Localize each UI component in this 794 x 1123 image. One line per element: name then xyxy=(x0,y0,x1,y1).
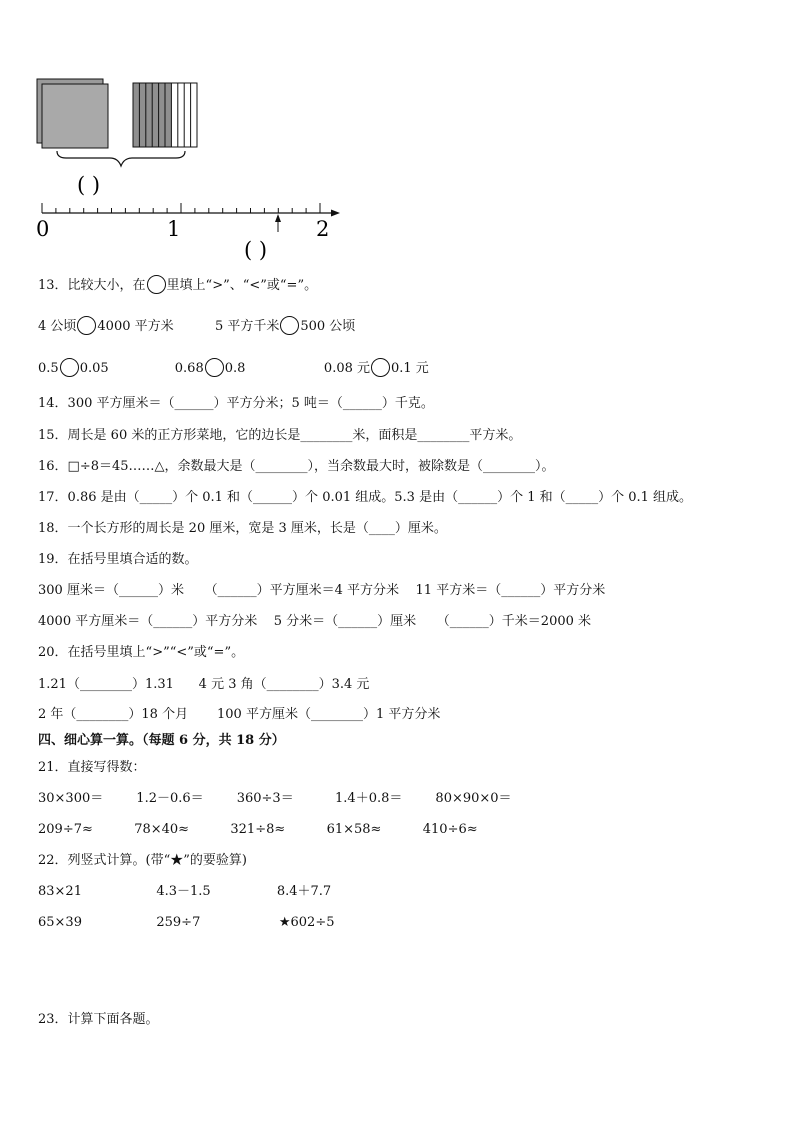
q21-row2: 209÷7≈ 78×40≈ 321÷8≈ 61×58≈ 410÷6≈ xyxy=(38,822,478,837)
q16: 16．□÷8＝45……△，余数最大是（________），当余数最大时，被除数是（________）。 xyxy=(38,459,555,474)
compare-circle[interactable] xyxy=(205,358,224,377)
q15: 15．周长是 60 米的正方形菜地，它的边长是________米，面积是________平方米。 xyxy=(38,428,522,443)
number-line-ticks xyxy=(42,203,320,213)
number-line-arrow-icon xyxy=(331,210,340,217)
q22-row2: 65×39 259÷7 ★602÷5 xyxy=(38,915,335,930)
compare-circle[interactable] xyxy=(147,275,166,294)
q23: 23．计算下面各题。 xyxy=(38,1012,159,1027)
q19-row1: 300 厘米＝（______）米 （______）平方厘米＝4 平方分米 11 平方米＝（______）平方分米 xyxy=(38,583,606,598)
q20-row2: 2 年（________）18 个月 100 平方厘米（________）1 平方分米 xyxy=(38,707,441,722)
q14: 14．300 平方厘米＝（______）平方分米；5 吨＝（______）千克。 xyxy=(38,396,434,411)
section-4-heading: 四、细心算一算。（每题 6 分，共 18 分） xyxy=(38,733,285,748)
q13-row1: 4 公顷 4000 平方米 5 平方千米 500 公顷 xyxy=(38,317,355,336)
q22-row1: 83×21 4.3－1.5 8.4＋7.7 xyxy=(38,884,332,899)
q22-title: 22．列竖式计算。(带“★”的要验算) xyxy=(38,853,247,868)
full-square-front xyxy=(42,84,108,148)
q21-row1: 30×300＝ 1.2－0.6＝ 360÷3＝ 1.4＋0.8＝ 80×90×0＝ xyxy=(38,791,512,806)
compare-circle[interactable] xyxy=(60,358,79,377)
figure-blank-top: ( ) xyxy=(77,173,101,197)
q17: 17．0.86 是由（_____）个 0.1 和（______）个 0.01 组成。5.3 是由（______）个 1 和（_____）个 0.1 组成。 xyxy=(38,490,693,505)
striped-square xyxy=(133,83,197,147)
q21-title: 21．直接写得数： xyxy=(38,760,146,775)
q20-row1: 1.21（________）1.31 4 元 3 角（________）3.4 元 xyxy=(38,677,370,692)
axis-label-1: 1 xyxy=(167,217,181,241)
compare-circle[interactable] xyxy=(371,358,390,377)
q13-row2: 0.5 0.05 0.68 0.8 0.08 元 0.1 元 xyxy=(38,359,429,378)
fraction-figure xyxy=(0,0,360,270)
compare-circle[interactable] xyxy=(77,316,96,335)
q19-row2: 4000 平方厘米＝（______）平方分米 5 分米＝（______）厘米 （______）千米＝2000 米 xyxy=(38,614,592,629)
curly-brace xyxy=(57,151,185,166)
pointer-arrow-icon xyxy=(275,214,281,222)
axis-label-0: 0 xyxy=(36,217,50,241)
compare-circle[interactable] xyxy=(280,316,299,335)
q18: 18．一个长方形的周长是 20 厘米，宽是 3 厘米，长是（____）厘米。 xyxy=(38,521,447,536)
q19-title: 19．在括号里填合适的数。 xyxy=(38,552,198,567)
figure-blank-bottom: ( ) xyxy=(244,238,268,262)
axis-label-2: 2 xyxy=(316,217,330,241)
q20-title: 20．在括号里填上“>”“<”或“=”。 xyxy=(38,645,245,660)
q13-prompt: 13．比较大小，在 里填上“>”、“<”或“=”。 xyxy=(38,276,317,295)
